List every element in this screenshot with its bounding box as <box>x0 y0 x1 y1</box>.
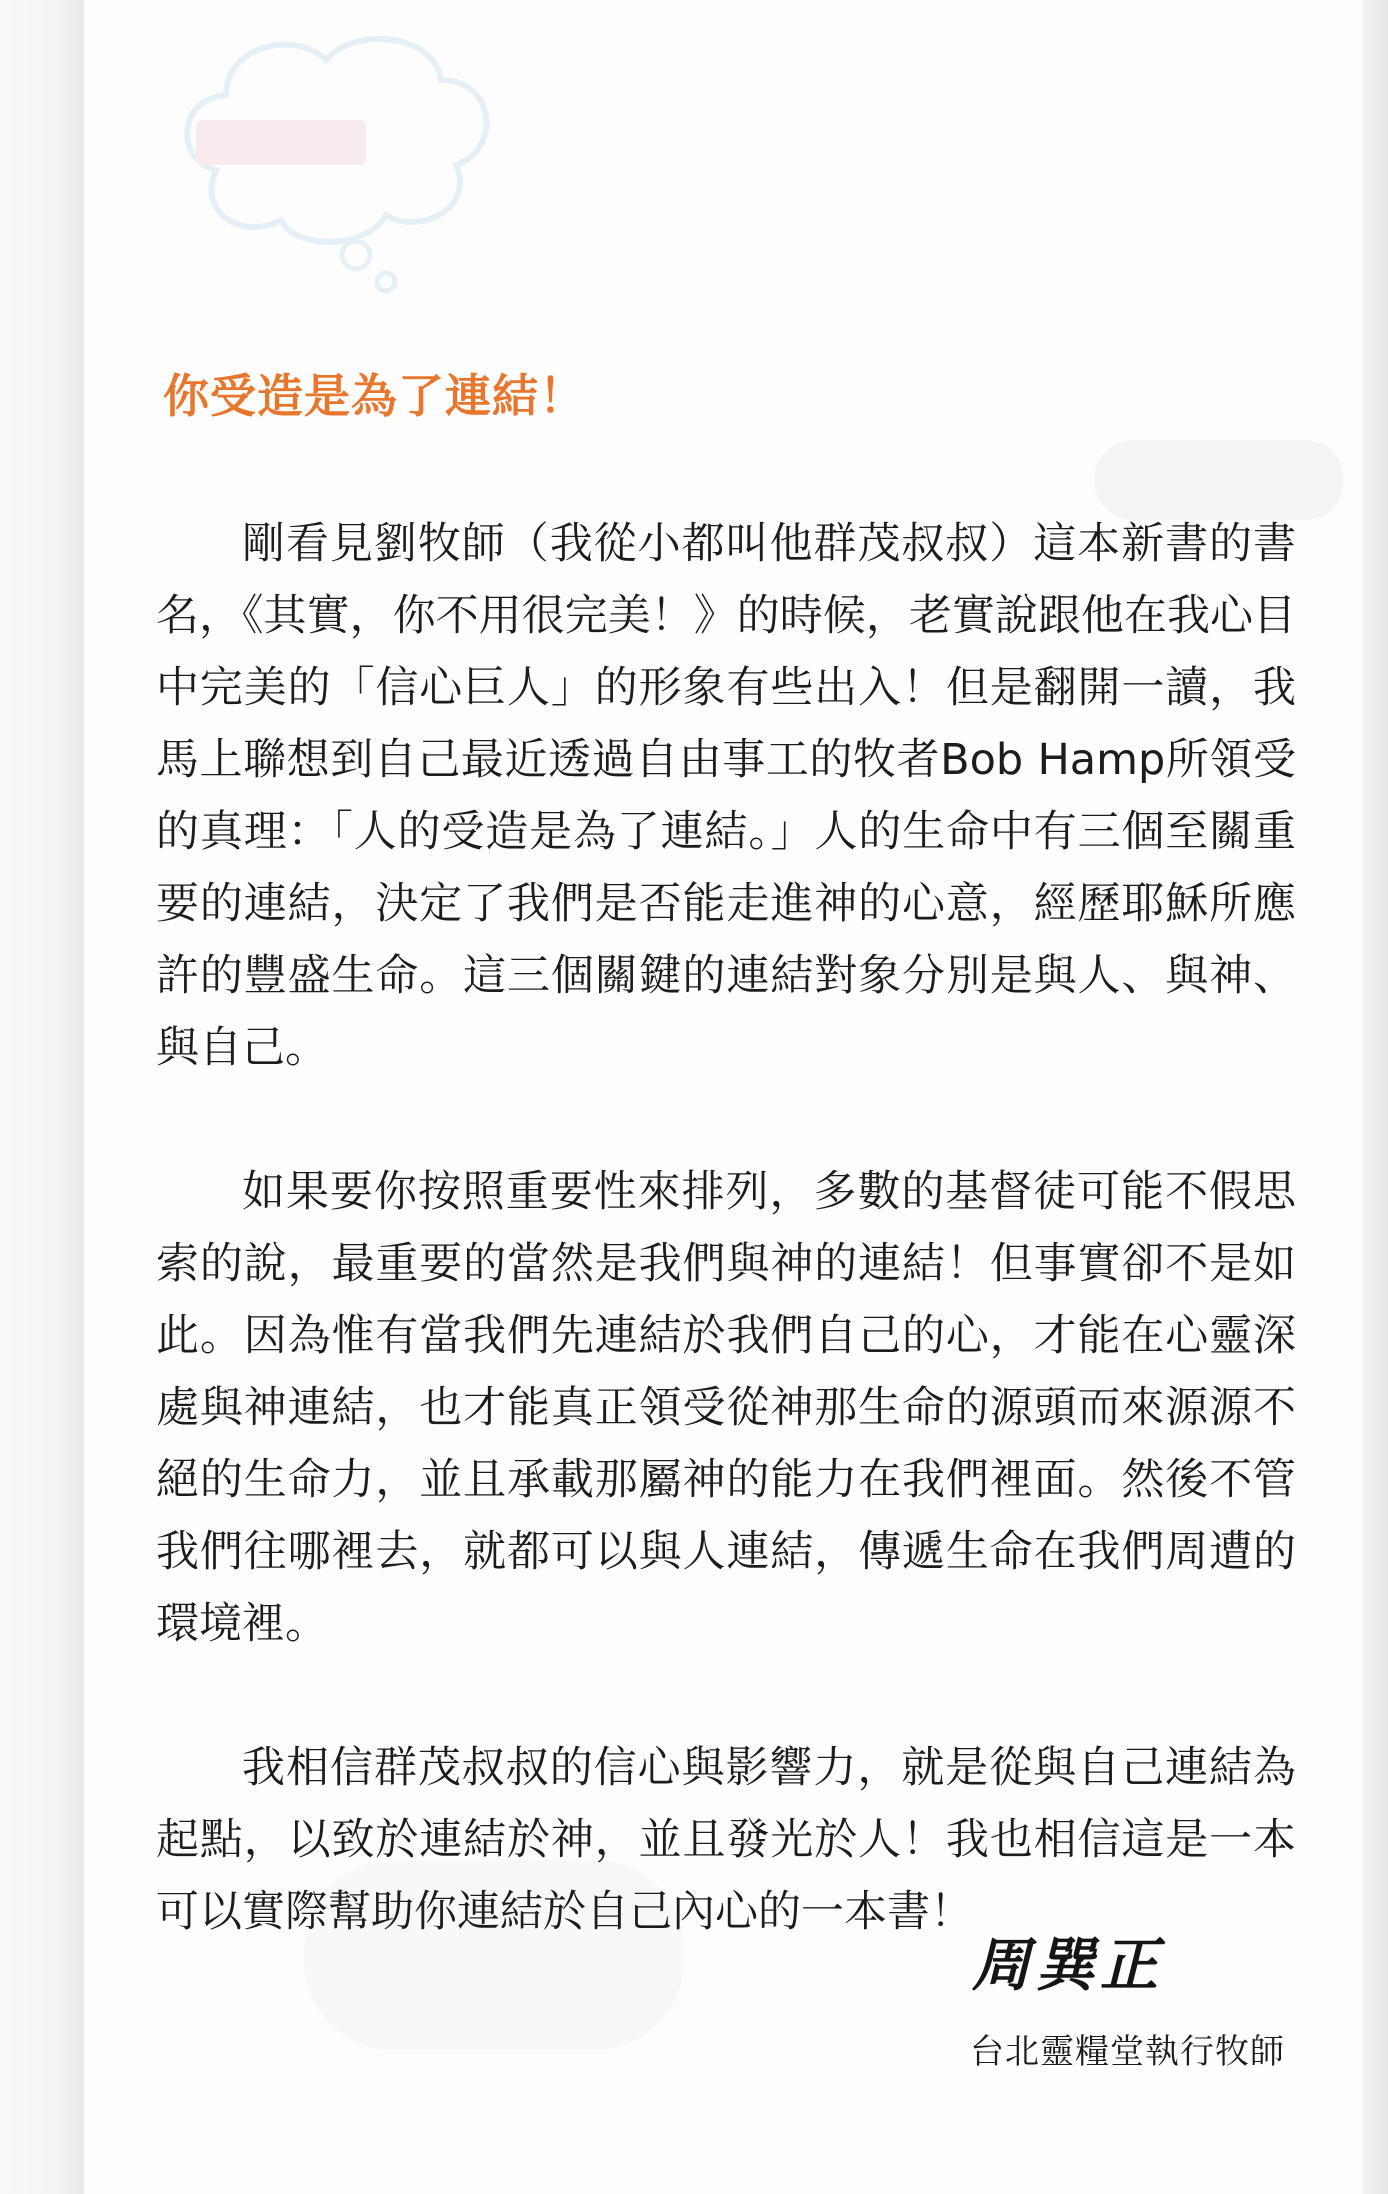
thought-cloud-show-through <box>176 20 506 310</box>
signature-name: 周巽正 <box>972 1931 1165 1999</box>
paragraph: 我相信群茂叔叔的信心與影響力，就是從與自己連結為起點，以致於連結於神，並且發光於人！我也相信這是一本可以實際幫助你連結於自己內心的一本書！ <box>156 1743 1296 1937</box>
scan-left-margin <box>0 0 84 2194</box>
paragraph: 剛看見劉牧師（我從小都叫他群茂叔叔）這本新書的書名，《其實，你不用很完美！》的時候，老實說跟他在我心目中完美的「信心巨人」的形象有些出入！但是翻開一讀，我馬上聯想到自己最近透過自由事工的牧者Bob Hamp所領受的真理：「人的受造是為了連結。」人的生命中有三個至關重要的連結，決定了我們是否能走進神的心意，經歷耶穌所應許的豐盛生命。這三個關鍵的連結對象分別是與人、與神、與自己。 <box>156 519 1296 1073</box>
section-heading: 你受造是為了連結！ <box>163 369 586 423</box>
scan-right-edge <box>1362 0 1388 2194</box>
paragraph: 如果要你按照重要性來排列，多數的基督徒可能不假思索的說，最重要的當然是我們與神的連結！但事實卻不是如此。因為惟有當我們先連結於我們自己的心，才能在心靈深處與神連結，也才能真正領受從神那生命的源頭而來源源不絕的生命力，並且承載那屬神的能力在我們裡面。然後不管我們往哪裡去，就都可以與人連結，傳遞生命在我們周遭的環境裡。 <box>156 1167 1296 1649</box>
signature-title: 台北靈糧堂執行牧師 <box>970 2032 1285 2072</box>
body-text <box>156 508 1296 1948</box>
